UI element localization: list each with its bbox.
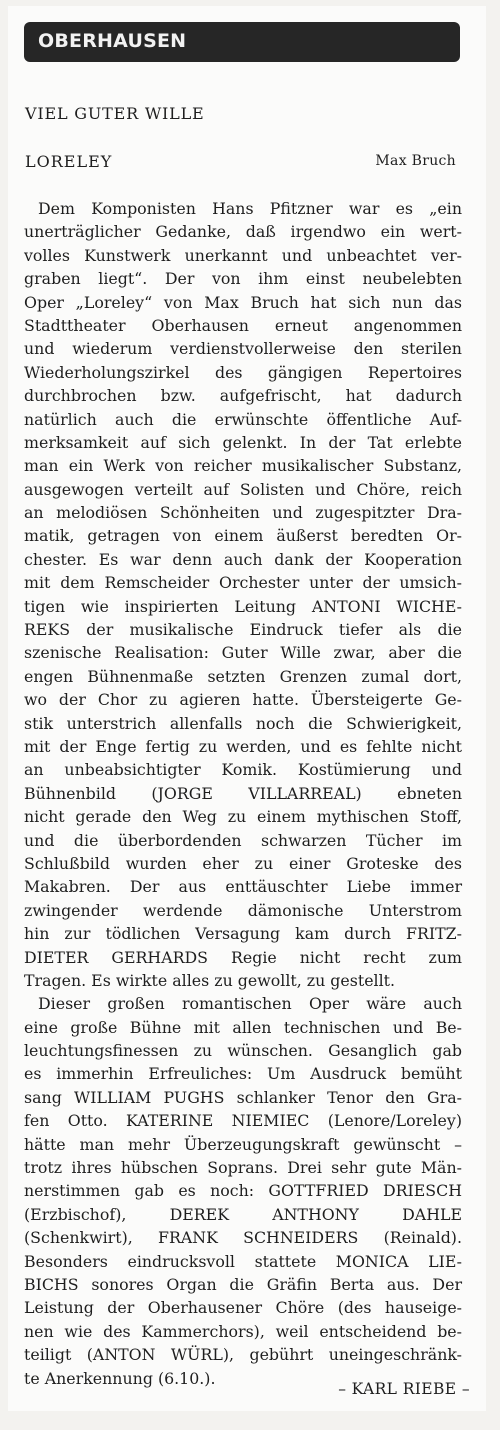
article-line: trotz ihres hübschen Soprans. Drei sehr gute Män- — [24, 1158, 462, 1178]
article-line: engen Bühnenmaße setzten Grenzen zumal dort, — [24, 666, 462, 686]
article-line: und die überbordenden schwarzen Tücher im — [24, 830, 462, 850]
opera-title: LORELEY — [25, 152, 113, 171]
article-line: sang WILLIAM PUGHS schlanker Tenor den Gra- — [24, 1087, 462, 1107]
article-line: an unbeabsichtigter Komik. Kostümierung und — [24, 760, 462, 780]
article-line: Wiederholungszirkel des gängigen Repertoires — [24, 362, 462, 382]
article-headline: VIEL GUTER WILLE — [25, 104, 205, 123]
article-line: nerstimmen gab es noch: GOTTFRIED DRIESCH — [24, 1181, 462, 1201]
article-line: graben liegt“. Der von ihm einst neubelebten — [24, 269, 462, 289]
article-line: DIETER GERHARDS Regie nicht recht zum — [24, 947, 462, 967]
author-signature: – KARL RIEBE – — [338, 1380, 470, 1398]
article-line: Schlußbild wurden eher zu einer Groteske des — [24, 853, 462, 873]
article-line: an melodiösen Schönheiten und zugespitzter Dra- — [24, 503, 462, 523]
article-body — [24, 197, 462, 1390]
article-line: teiligt (ANTON WÜRL), gebührt uneingeschränk- — [24, 1345, 462, 1365]
article-line: und wiederum verdienstvollerweise den sterilen — [24, 339, 462, 359]
article-line: durchbrochen bzw. aufgefrischt, hat dadurch — [24, 386, 462, 406]
article-line: Bühnenbild (JORGE VILLARREAL) ebneten — [24, 783, 462, 803]
article-line: fen Otto. KATERINE NIEMIEC (Lenore/Loreley) — [24, 1111, 462, 1131]
article-line: te Anerkennung (6.10.). — [24, 1368, 216, 1388]
article-line: nen wie des Kammerchors), weil entscheidend be- — [24, 1321, 462, 1341]
article-line: mit der Enge fertig zu werden, und es fehlte nicht — [24, 736, 462, 756]
composer-name: Max Bruch — [375, 153, 456, 169]
article-line: unerträglicher Gedanke, daß irgendwo ein wert- — [24, 222, 462, 242]
article-line: matik, getragen von einem äußerst beredten Or- — [24, 526, 462, 546]
article-line: Dem Komponisten Hans Pfitzner war es „ein — [38, 199, 462, 218]
article-line: Leistung der Oberhausener Chöre (des hauseige- — [24, 1298, 462, 1318]
article-line: (Schenkwirt), FRANK SCHNEIDERS (Reinald). — [24, 1228, 462, 1248]
article-line: szenische Realisation: Guter Wille zwar, aber die — [24, 643, 462, 663]
article-line: ausgewogen verteilt auf Solisten und Chöre, reich — [24, 479, 462, 499]
article-line: Besonders eindrucksvoll stattete MONICA LIE- — [24, 1251, 462, 1271]
article-line: es immerhin Erfreuliches: Um Ausdruck bemüht — [24, 1064, 462, 1084]
article-line: Stadttheater Oberhausen erneut angenommen — [24, 315, 462, 335]
article-line: Dieser großen romantischen Oper wäre auch — [38, 994, 462, 1014]
article-line: Makabren. Der aus enttäuschter Liebe immer — [24, 877, 462, 897]
article-line: leuchtungsfinessen zu wünschen. Gesanglich gab — [24, 1041, 462, 1061]
section-header: OBERHAUSEN — [38, 30, 187, 52]
article-line: REKS der musikalische Eindruck tiefer als die — [24, 620, 462, 640]
article-line: hin zur tödlichen Versagung kam durch FRITZ- — [24, 924, 462, 944]
article-line: merksamkeit auf sich gelenkt. In der Tat erlebte — [24, 432, 462, 452]
article-line: chester. Es war denn auch dank der Kooperation — [24, 549, 462, 569]
article-line: nicht gerade den Weg zu einem mythischen Stoff, — [24, 807, 462, 827]
article-line: BICHS sonores Organ die Gräfin Berta aus. Der — [24, 1274, 462, 1294]
article-line: tigen wie inspirierten Leitung ANTONI WICHE- — [24, 596, 462, 616]
article-line: stik unterstrich allenfalls noch die Schwierigkeit, — [24, 713, 462, 733]
section-header-bar — [24, 22, 460, 62]
article-line: man ein Werk von reicher musikalischer Substanz, — [24, 456, 462, 476]
article-line: volles Kunstwerk unerkannt und unbeachtet ver- — [24, 245, 462, 265]
article-line: zwingender werdende dämonische Unterstrom — [24, 900, 462, 920]
article-line: eine große Bühne mit allen technischen und Be- — [24, 1017, 462, 1037]
article-line: natürlich auch die erwünschte öffentliche Auf- — [24, 409, 462, 429]
article-line: Tragen. Es wirkte alles zu gewollt, zu gestellt. — [24, 970, 396, 990]
article-line: (Erzbischof), DEREK ANTHONY DAHLE — [24, 1204, 462, 1224]
article-line: Oper „Loreley“ von Max Bruch hat sich nun das — [24, 292, 462, 312]
article-line: mit dem Remscheider Orchester unter der umsich- — [24, 573, 462, 593]
article-line: wo der Chor zu agieren hatte. Übersteigerte Ge- — [24, 690, 462, 710]
article-line: hätte man mehr Überzeugungskraft gewünscht – — [24, 1134, 462, 1154]
